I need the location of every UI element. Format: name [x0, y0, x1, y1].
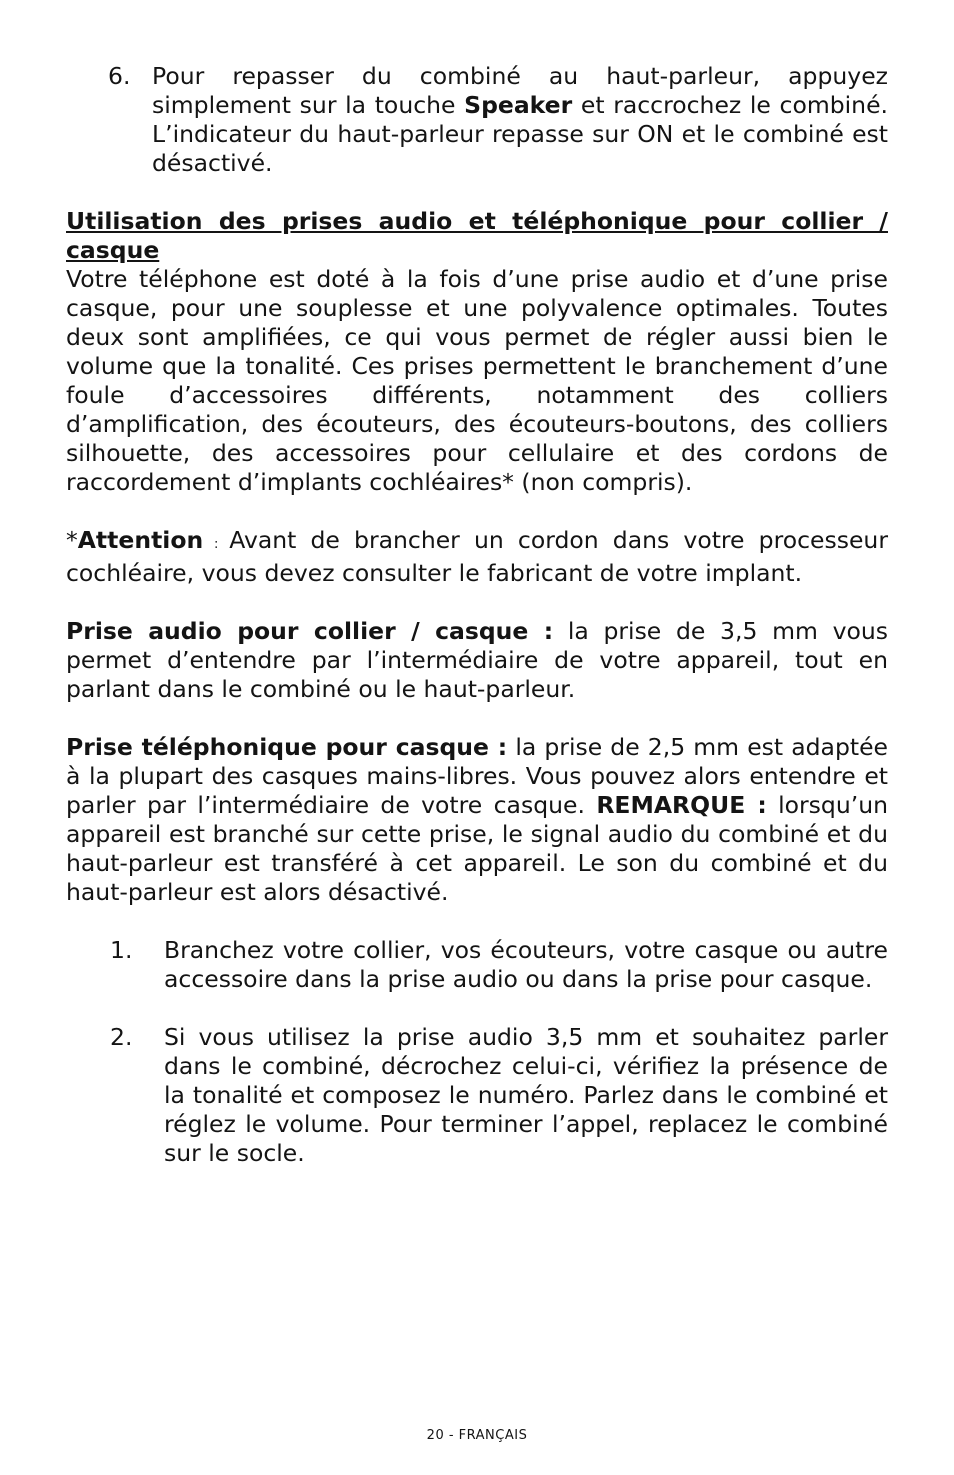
phone-jack-label: Prise téléphonique pour casque :	[66, 733, 508, 761]
attention-label: Attention	[77, 526, 204, 554]
audio-jack-text: la prise de 3,5 mm vous permet d’entendre par l’intermédiaire de votre appareil, tout en parlant dans le combiné ou le haut-parleur.	[66, 617, 888, 703]
step-6-text-a: Pour repasser du combiné au haut-parleur, appuyez simplement sur la touche	[152, 62, 888, 119]
step-1-text: Branchez votre collier, vos écouteurs, votre casque ou autre accessoire dans la prise audio ou dans la prise pour casque.	[164, 936, 888, 993]
step-2-number: 2.	[110, 1023, 133, 1051]
attention-text: Avant de brancher un cordon dans votre processeur cochléaire, vous devez consulter le fabricant de votre implant.	[66, 526, 888, 587]
step-6-text-b: et raccrochez le combiné. L’indicateur du haut-parleur repasse sur ON et le combiné est désactivé.	[152, 91, 888, 177]
step-1	[66, 936, 888, 994]
step-2-text: Si vous utilisez la prise audio 3,5 mm et souhaitez parler dans le combiné, décrochez celui-ci, vérifiez la présence de la tonalité et composez le numéro. Parlez dans le combiné et réglez le volume. Pour terminer l’appel, replacez le combiné sur le socle.	[164, 1023, 888, 1167]
speaker-key-label: Speaker	[464, 91, 573, 119]
section-body: Votre téléphone est doté à la fois d’une prise audio et d’une prise casque, pour une souplesse et une polyvalence optimales. Toutes deux sont amplifiées, ce qui vous permet de régler aussi bien le volume que la tonalité. Ces prises permettent le branchement d’une foule d’accessoires différents, notamment des colliers d’amplification, des écouteurs, des écouteurs-boutons, des colliers silhouette, des accessoires pour cellulaire et des cordons de raccordement d’implants cochléaires* (non compris).	[66, 265, 888, 496]
step-6	[66, 62, 888, 178]
audio-jack-label: Prise audio pour collier / casque :	[66, 617, 554, 645]
phone-jack-text-b: lorsqu’un appareil est branché sur cette prise, le signal audio du combiné et du haut-parleur est transféré à cet appareil. Le son du combiné et du haut-parleur est alors désactivé.	[66, 791, 888, 906]
attention-note	[66, 526, 888, 588]
attention-star: *	[66, 526, 78, 554]
phone-jack-text-a: la prise de 2,5 mm est adaptée à la plupart des casques mains-libres. Vous pouvez alors entendre et parler par l’intermédiaire de votre casque.	[66, 733, 888, 819]
manual-page	[66, 62, 888, 1168]
remark-label: REMARQUE :	[596, 791, 767, 819]
page-footer: 20 - FRANÇAIS	[426, 1428, 528, 1443]
attention-colon: :	[203, 537, 230, 552]
step-6-number: 6.	[108, 62, 131, 90]
section-heading: Utilisation des prises audio et téléphonique pour collier / casque	[66, 207, 888, 264]
step-2	[66, 1023, 888, 1168]
phone-jack-paragraph	[66, 733, 888, 907]
step-1-number: 1.	[110, 936, 133, 964]
audio-jack-paragraph	[66, 617, 888, 704]
